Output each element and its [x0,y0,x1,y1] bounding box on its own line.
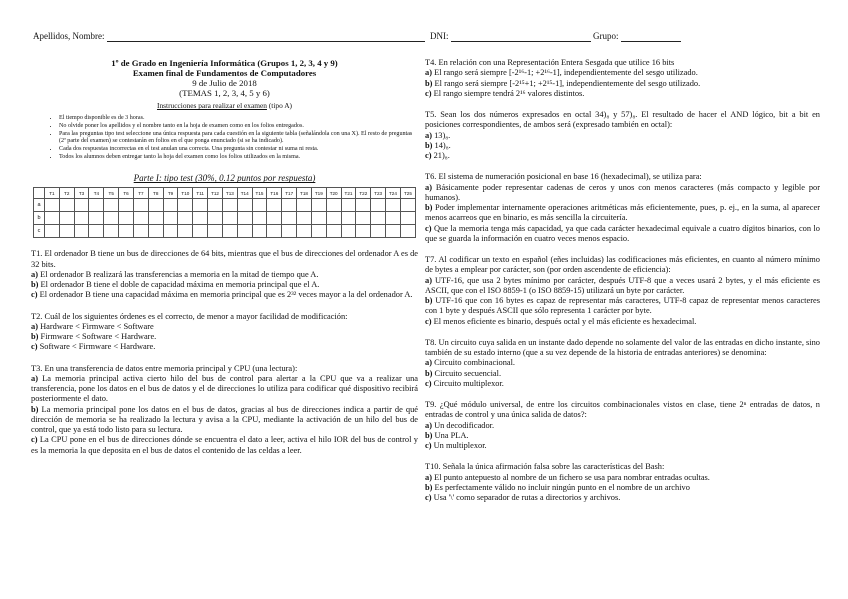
answer-column-header: T24 [386,188,401,199]
answer-column-header: T12 [208,188,223,199]
answer-cell[interactable] [252,212,267,225]
answer-cell[interactable] [45,225,60,238]
question-option[interactable] [425,317,820,327]
question-stem: T10. Señala la única afirmación falsa sobre las características del Bash: [425,462,665,472]
answer-cell[interactable] [148,225,163,238]
answer-cell[interactable] [341,225,356,238]
answer-cell[interactable] [237,225,252,238]
answer-cell[interactable] [371,212,386,225]
answer-cell[interactable] [267,225,282,238]
answer-cell[interactable] [297,212,312,225]
option-letter: b) [425,430,433,440]
answer-cell[interactable] [267,199,282,212]
answer-column-header: T9 [163,188,178,199]
answer-cell[interactable] [311,212,326,225]
answer-cell[interactable] [282,199,297,212]
answer-column-header: T14 [237,188,252,199]
name-field[interactable] [33,31,425,42]
option-letter: a) [425,472,432,482]
question-option[interactable] [425,369,820,379]
answer-cell[interactable] [326,225,341,238]
answer-cell[interactable] [104,199,119,212]
answer-cell[interactable] [178,212,193,225]
option-text: La memoria principal activa cierto hilo del bus de control para alertar a la CPU que va a realizar una transferencia, pone los datos en el bus de datos y el de direcciones lo utiliza para codificar qué dispositivo recibirá posteriormente el dato. [31,373,418,404]
answer-table [33,187,416,238]
answer-cell[interactable] [356,212,371,225]
instructions-heading [31,101,418,110]
option-text: UTF-16, que usa 2 bytes mínimo por carácter, después UTF-8 que a veces usará 2 bytes, y el más eficiente es ASCII, que con el ISO 8859-1 (o ISO 8859-15) utilizará un byte por carácter. [425,275,820,295]
answer-cell[interactable] [311,225,326,238]
option-letter: b) [31,404,39,414]
option-text: El ordenador B tiene el doble de capacidad máxima en memoria principal que el A. [38,280,320,290]
dni-field[interactable] [430,31,591,42]
answer-cell[interactable] [371,199,386,212]
answer-cell[interactable] [148,212,163,225]
answer-cell[interactable] [356,199,371,212]
instructions-list [59,115,418,161]
answer-column-header: T10 [178,188,193,199]
instructions-title: Instrucciones para realizar el examen [156,101,267,111]
group-label: Grupo: [593,31,619,41]
question-option[interactable] [31,405,418,436]
answer-column-header: T11 [193,188,208,199]
title-line1: 1º de Grado en Ingeniería Informática (Grupos 1, 2, 3, 4 y 9) [111,58,338,68]
exam-title [31,58,418,98]
answer-cell[interactable] [208,212,223,225]
option-text: Firmware < Software < Hardware. [38,332,157,342]
answer-cell[interactable] [326,199,341,212]
answer-cell[interactable] [371,225,386,238]
instruction-item: • No olvide poner los apellidos y el nombre tanto en la hoja de examen como en los folios entregados. [59,123,418,130]
question-option[interactable] [425,276,820,297]
title-date: 9 de Julio de 2018 [192,78,257,89]
answer-column-header: T23 [371,188,386,199]
title-topics: (TEMAS 1, 2, 3, 4, 5 y 6) [179,88,270,99]
answer-cell[interactable] [326,212,341,225]
instruction-item: • El tiempo disponible es de 3 horas. [59,115,418,122]
answer-column-header: T22 [356,188,371,199]
answer-cell[interactable] [104,225,119,238]
left-column [31,58,418,456]
answer-cell[interactable] [104,212,119,225]
answer-table-header [34,188,416,199]
question-t9 [425,400,820,451]
answer-cell[interactable] [163,212,178,225]
question-option[interactable] [425,183,820,204]
answer-cell[interactable] [237,199,252,212]
answer-cell[interactable] [74,225,89,238]
question-option[interactable] [425,203,820,224]
option-text: Circuito combinacional. [431,358,516,368]
question-option[interactable] [425,431,820,441]
option-text: Básicamente poder representar cadenas de ceros y unos con menos caracteres (más compacto y legible por humanos). [425,182,820,202]
option-text: Es perfectamente válido no incluir ningún punto en el nombre de un archivo [432,482,690,492]
answer-cell[interactable] [297,199,312,212]
answer-cell[interactable] [148,199,163,212]
answer-cell[interactable] [133,225,148,238]
option-text: UTF-16 que con 16 bytes es capaz de representar más caracteres, UTF-8 capaz de representar menos caracteres con 1 byte y después ASCII que sólo representa 1 carácter por byte. [425,296,820,316]
answer-column-header: T19 [311,188,326,199]
option-text: Circuito multiplexor. [431,378,504,388]
answer-cell[interactable] [252,225,267,238]
title-line2: Examen final de Fundamentos de Computadores [132,68,317,79]
option-text: La memoria principal pone los datos en el bus de datos, gracias al bus de direcciones indica a partir de qué dirección de memoria se ha realizado la lectura y avisa a la CPU, mediante la activación de un hilo del bus de control, que ya está todo listo para su lectura. [31,404,418,435]
instruction-item: • Para las preguntas tipo test seleccione una única respuesta para cada cuestión en la siguiente tabla (señalándola con una X). El resto de preguntas (2ª parte del examen) se contestarán en folios en el que ponga enunciado (si se ha indicado). [59,131,418,145]
answer-cell[interactable] [59,212,74,225]
option-letter: b) [425,203,433,212]
option-text: El ordenador B realizará las transferencias a memoria en la mitad de tiempo que A. [37,269,319,279]
question-t7 [425,255,820,327]
answer-cell[interactable] [341,212,356,225]
answer-cell[interactable] [222,225,237,238]
answer-cell[interactable] [386,212,401,225]
question-option[interactable] [425,296,820,317]
answer-cell[interactable] [386,225,401,238]
answer-column-header: T20 [326,188,341,199]
question-option[interactable] [425,473,820,483]
answer-row [34,225,416,238]
answer-cell[interactable] [45,212,60,225]
option-letter: c) [31,435,38,445]
option-letter: a) [425,420,432,430]
question-option[interactable] [425,131,820,141]
answer-cell[interactable] [356,225,371,238]
question-option[interactable] [425,483,820,493]
option-letter: c) [425,316,432,326]
question-option[interactable] [425,493,820,503]
answer-cell[interactable] [74,212,89,225]
option-text: El punto antepuesto al nombre de un fichero se usa para nombrar entradas ocultas. [431,472,710,482]
answer-column-header: T8 [148,188,163,199]
answer-cell[interactable] [163,225,178,238]
answer-cell[interactable] [163,199,178,212]
answer-cell[interactable] [297,225,312,238]
option-letter: a) [425,68,432,78]
option-letter: a) [31,321,38,331]
answer-column-header: T6 [119,188,134,199]
option-text: 13)₈. [431,130,451,140]
answer-cell[interactable] [252,199,267,212]
answer-column-header: T16 [267,188,282,199]
option-text: 14)₈. [432,140,451,150]
answer-row-label: c [34,225,45,238]
answer-column-header: T17 [282,188,297,199]
question-option[interactable] [31,322,418,332]
option-letter: a) [425,275,432,285]
option-letter: a) [425,182,432,192]
answer-cell[interactable] [45,199,60,212]
question-option[interactable] [425,421,820,431]
option-letter: a) [31,373,38,383]
answer-cell[interactable] [133,199,148,212]
question-stem: T5. Sean los dos números expresados en octal 34)₈ y 57)₈. El resultado de hacer el AND lógico, bit a bit en posiciones correspondientes, de ambos será (expresado también en octal): [425,110,820,130]
answer-cell[interactable] [193,212,208,225]
question-option[interactable] [425,79,820,89]
question-stem: T4. En relación con una Representación Entera Sesgada que utilice 16 bits [425,58,675,67]
option-text: Una PLA. [432,430,469,440]
name-label: Apellidos, Nombre: [33,31,105,41]
answer-cell[interactable] [400,199,415,212]
option-letter: b) [425,368,433,378]
answer-row-label: a [34,199,45,212]
answer-column-header: T3 [74,188,89,199]
question-option[interactable] [425,358,820,368]
answer-cell[interactable] [89,225,104,238]
answer-cell[interactable] [208,225,223,238]
answer-cell[interactable] [282,212,297,225]
option-text: El rango siempre tendrá 2¹⁶ valores distintos. [431,88,585,98]
answer-cell[interactable] [178,199,193,212]
student-header [33,31,823,43]
option-letter: c) [425,223,432,233]
answer-cell[interactable] [89,199,104,212]
answer-column-header: T4 [89,188,104,199]
name-blank[interactable] [107,32,425,42]
question-option[interactable] [31,280,418,290]
option-letter: b) [425,78,433,88]
answer-cell[interactable] [133,212,148,225]
answer-column-header: T1 [45,188,60,199]
answer-table-corner [34,188,45,199]
answer-cell[interactable] [267,212,282,225]
answer-cell[interactable] [208,199,223,212]
answer-cell[interactable] [311,199,326,212]
answer-cell[interactable] [400,212,415,225]
question-option[interactable] [425,379,820,389]
instructions-suffix: (tipo A) [266,101,293,111]
answer-cell[interactable] [400,225,415,238]
option-text: El menos eficiente es binario, después octal y el más eficiente es hexadecimal. [431,316,697,326]
question-option[interactable] [425,141,820,151]
answer-column-header: T25 [400,188,415,199]
option-letter: a) [425,358,432,368]
option-text: Un multiplexor. [431,441,487,450]
answer-column-header: T2 [59,188,74,199]
option-text: Hardware < Firmware < Software [37,321,154,331]
answer-cell[interactable] [178,225,193,238]
answer-cell[interactable] [193,225,208,238]
answer-column-header: T15 [252,188,267,199]
option-letter: b) [31,332,39,342]
dni-label: DNI: [430,31,449,41]
question-stem: T3. En una transferencia de datos entre memoria principal y CPU (una lectura): [31,363,298,373]
question-option[interactable] [425,151,820,161]
answer-cell[interactable] [119,212,134,225]
question-option[interactable] [425,89,820,99]
answer-cell[interactable] [119,225,134,238]
answer-column-header: T18 [297,188,312,199]
question-option[interactable] [31,270,418,280]
question-t4 [425,58,820,99]
option-text: El rango será siempre [-2¹⁶-1; +2¹⁶-1], independientemente del sesgo utilizado. [431,68,698,78]
answer-cell[interactable] [74,199,89,212]
question-stem: T1. El ordenador B tiene un bus de direcciones de 64 bits, mientras que el bus de direcciones del ordenador A es de 32 bits. [31,249,418,269]
answer-row [34,199,416,212]
question-option[interactable] [31,435,418,456]
option-text: 21)₈. [431,151,450,160]
question-stem: T8. Un circuito cuya salida en un instante dado depende no solamente del valor de las entradas en dicho instante, sino también de su estado interno (que a su vez depende de la historia de entradas anteriores) se denomina: [425,337,820,357]
question-stem: T7. Al codificar un texto en español (eñes incluidas) las codificaciones más eficientes, en cuanto al número mínimo de bytes a emplear por carácter, son (por orden ascendente de eficiencia): [425,255,820,275]
option-letter: a) [31,269,38,279]
question-stem: T9. ¿Qué módulo universal, de entre los circuitos combinacionales vistos en clase, tiene 2ⁿ entradas de datos, n entradas de control y una única salida de datos?: [425,400,820,420]
group-field[interactable] [593,31,681,42]
question-t5 [425,110,820,161]
dni-blank[interactable] [451,32,591,42]
question-option[interactable] [31,332,418,342]
question-t2 [31,312,418,353]
option-text: El ordenador B tiene una capacidad máxima en memoria principal que es 2³² veces mayor a la del ordenador A. [37,290,413,300]
right-column [425,58,820,503]
answer-cell[interactable] [386,199,401,212]
option-letter: c) [425,88,432,98]
answer-column-header: T21 [341,188,356,199]
question-t6 [425,172,820,244]
instruction-item: • Todos los alumnos deben entregar tanto la hoja del examen como los folios utilizados en la misma. [59,154,418,161]
answer-cell[interactable] [341,199,356,212]
question-t8 [425,338,820,389]
option-letter: c) [425,493,432,502]
option-text: Usa '\' como separador de rutas a directorios y archivos. [431,493,621,502]
question-option[interactable] [425,68,820,78]
answer-cell[interactable] [222,212,237,225]
question-stem: T2. Cuál de los siguientes órdenes es el correcto, de menor a mayor facilidad de modificación: [31,311,348,321]
answer-cell[interactable] [119,199,134,212]
option-letter: c) [31,290,38,300]
answer-cell[interactable] [222,199,237,212]
part1-title: Parte I: tipo test (30%, 0.12 puntos por respuesta) [133,173,316,184]
question-t1 [31,249,418,300]
answer-cell[interactable] [282,225,297,238]
option-letter: c) [425,378,432,388]
question-t3 [31,364,418,456]
instruction-item: • Cada dos respuestas incorrectas en el test anulan una correcta. Una pregunta sin contestar ni suma ni resta. [59,146,418,153]
question-option[interactable] [31,342,418,352]
answer-cell[interactable] [237,212,252,225]
option-letter: a) [425,130,432,140]
option-letter: b) [425,140,433,150]
option-letter: b) [31,280,39,290]
option-text: Un decodificador. [431,420,495,430]
option-letter: b) [425,482,433,492]
option-text: El rango será siempre [-2¹⁵+1; +2¹⁵-1], independientemente del sesgo utilizado. [432,78,701,88]
answer-column-header: T5 [104,188,119,199]
answer-column-header: T7 [133,188,148,199]
answer-cell[interactable] [193,199,208,212]
option-letter: c) [425,441,432,450]
answer-cell[interactable] [59,199,74,212]
option-letter: c) [31,342,38,352]
question-t10 [425,462,820,503]
question-option[interactable] [31,290,418,300]
answer-column-header: T13 [222,188,237,199]
question-stem: T6. El sistema de numeración posicional en base 16 (hexadecimal), se utiliza para: [425,172,702,182]
option-text: Software < Firmware < Hardware. [37,342,156,352]
option-text: La CPU pone en el bus de direcciones dónde se encuentra el dato a leer, activa el hilo IOR del bus de control y es la memoria la que deposita en el bus de datos el contenido de las celdas a leer. [31,435,418,455]
answer-row [34,212,416,225]
question-option[interactable] [425,441,820,451]
option-letter: c) [425,151,432,160]
group-blank[interactable] [621,32,681,42]
answer-cell[interactable] [59,225,74,238]
option-text: Que la memoria tenga más capacidad, ya que cada carácter hexadecimal equivale a cuatro dígitos binarios, con lo que se guarda la información en cuatro veces menos espacio. [425,223,820,243]
question-option[interactable] [425,224,820,245]
left-questions [31,249,418,456]
answer-row-label: b [34,212,45,225]
question-option[interactable] [31,374,418,405]
answer-cell[interactable] [89,212,104,225]
option-text: Circuito secuencial. [432,368,502,378]
option-letter: b) [425,296,433,305]
option-text: Poder implementar internamente operaciones aritméticas más eficientemente, pues, p. ej., en la suma, al aparecer menos acarreos que en binario, es más sencilla la circuitería. [425,203,820,223]
